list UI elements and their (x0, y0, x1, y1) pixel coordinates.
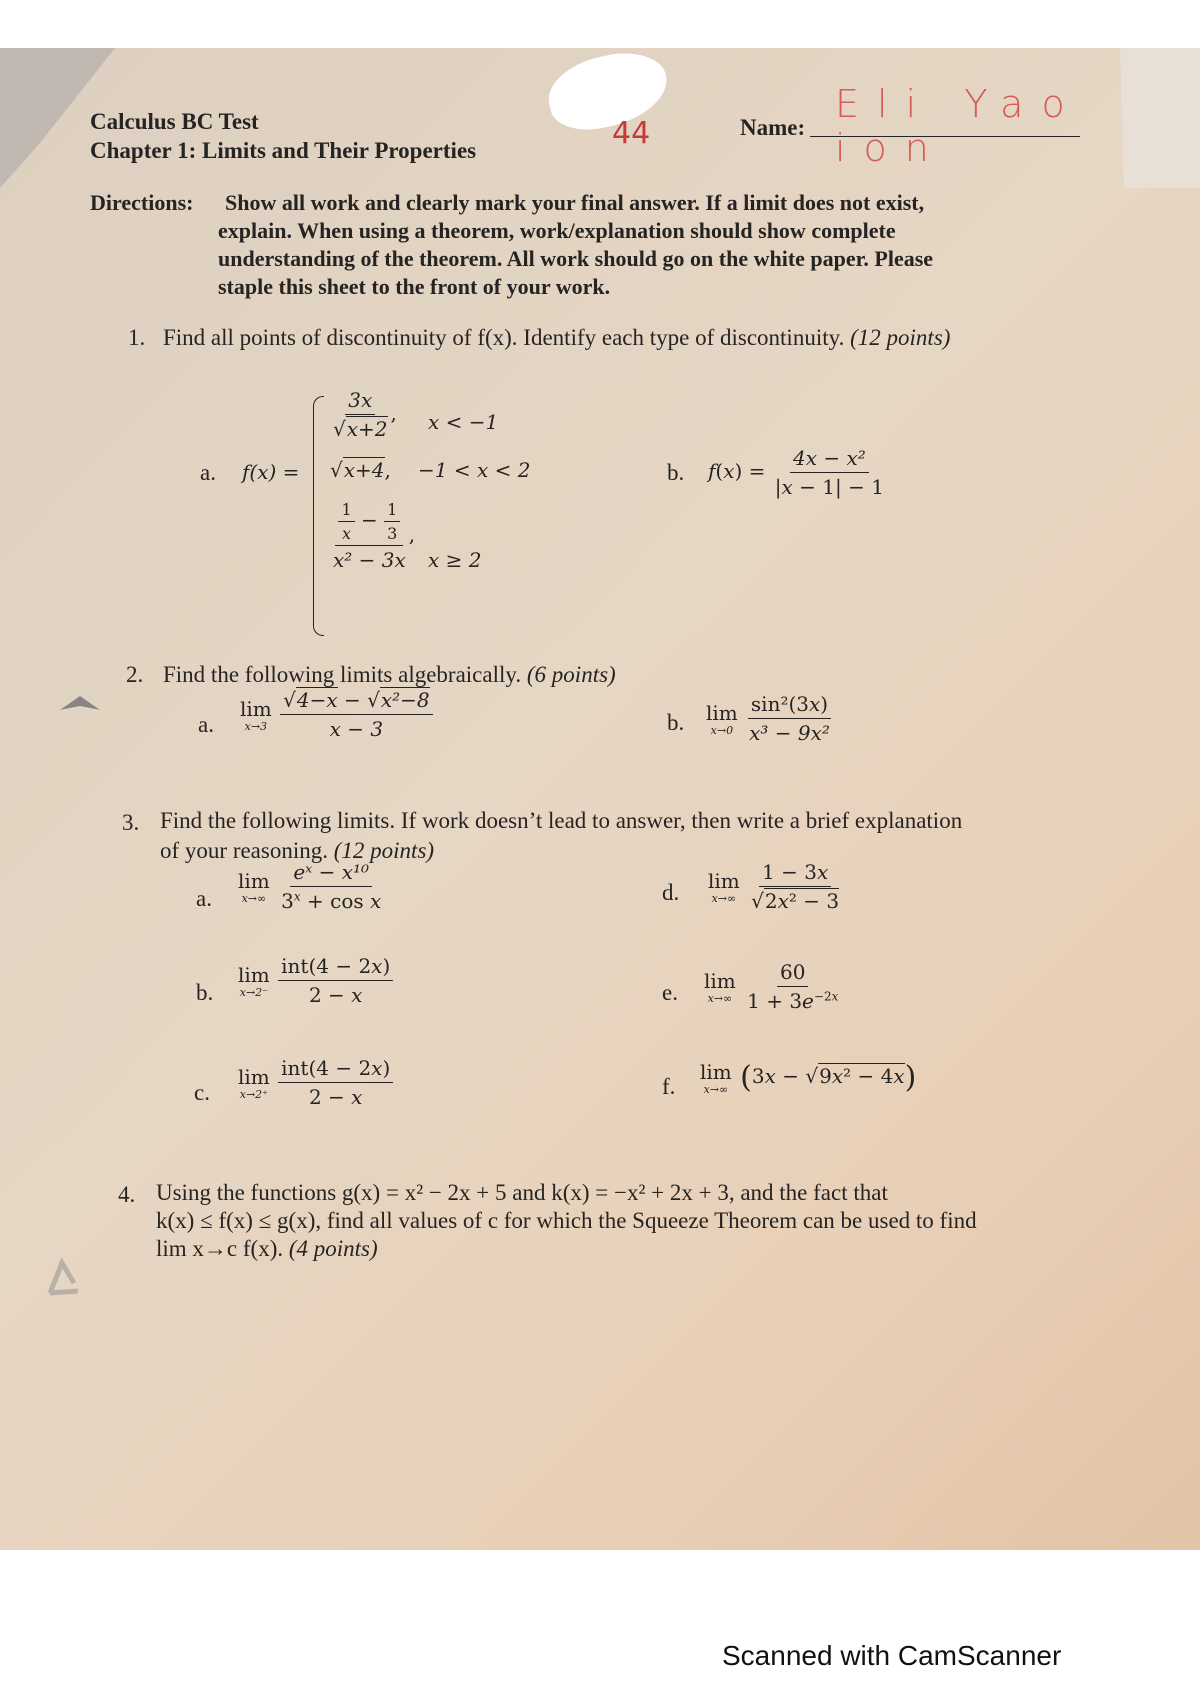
q1b-function: f(x) = $\frac{\text{4x − x²}}{|x - 1| - 1}$ (708, 446, 884, 499)
q1a-brace (313, 396, 324, 636)
q1a-cond-1: x < −1 (428, 410, 499, 434)
q3c-label: c. (194, 1080, 210, 1105)
q1a-cond-2: −1 < x < 2 (418, 458, 531, 482)
q4-line-1: Using the functions g(x) = x² − 2x + 5 and k(x) = −x² + 2x + 3, and the fact that (156, 1180, 888, 1205)
q1a-func-name: f(x) = (242, 460, 300, 484)
student-name: Eli Yao ion (835, 82, 1083, 170)
directions-line-4: staple this sheet to the front of your work. (218, 274, 611, 299)
directions-line-1: Show all work and clearly mark your final answer. If a limit does not exist, (225, 190, 925, 215)
q3e-expression: lim x→∞ $\frac{60}{1 + 3e^{-2x}}$ (704, 960, 839, 1013)
hole-punch-mark-2 (40, 1253, 90, 1303)
q4-line-3: lim x→c f(x). (4 points) (156, 1236, 378, 1261)
q3f-label: f. (662, 1074, 676, 1099)
q1a-label: a. (200, 460, 216, 485)
score-mark: 44 (612, 116, 651, 151)
camscanner-watermark: Scanned with CamScanner (722, 1640, 1062, 1671)
q2b-label: b. (667, 710, 685, 735)
q1a-piece-3: $\frac{1}{x}$ − $\frac{1}{3}$ x² − 3x , (333, 500, 416, 572)
q2-text: Find the following limits algebraically. (6 points) (163, 662, 616, 687)
hole-punch-mark-1 (52, 688, 112, 728)
directions-label: Directions: (90, 190, 194, 215)
q1-number: 1. (128, 325, 146, 350)
q4-number: 4. (118, 1182, 136, 1207)
chapter-title: Chapter 1: Limits and Their Properties (90, 138, 477, 163)
q3a-label: a. (196, 886, 212, 911)
q1a-piece-2: √x+4, (330, 458, 391, 482)
q2a-expression: lim x→3 $\frac{\text{√4−x − √x²−8}}{x - 3}$ (240, 688, 433, 741)
q1b-label: b. (667, 460, 685, 485)
q3a-expression: lim x→∞ $\frac{\text{eˣ − x¹⁰}}{3^x + \cos x}$ (238, 860, 382, 913)
q3f-expression: lim x→∞ (3x − √9x² − 4x) (700, 1060, 917, 1096)
directions-line-3: understanding of the theorem. All work should go on the white paper. Please (218, 246, 934, 271)
q3d-expression: lim x→∞ $\frac{1 - 3x}{\text{√2x² − 3}}$ (708, 860, 840, 913)
directions-line-2: explain. When using a theorem, work/explanation should show complete (218, 218, 896, 243)
q3-number: 3. (122, 810, 140, 835)
q3d-label: d. (662, 880, 680, 905)
q2-number: 2. (126, 662, 144, 687)
q3b-expression: lim x→2⁻ $\frac{\text{int(4 − 2x)}}{2 - x}$ (238, 954, 393, 1007)
q4-line-2: k(x) ≤ f(x) ≤ g(x), find all values of c for which the Squeeze Theorem can be used to find (156, 1208, 977, 1233)
q3b-label: b. (196, 980, 214, 1005)
q1a-cond-3: x ≥ 2 (428, 548, 482, 572)
q1a-piece-1: $\frac{3x}{√x+2}$ , (333, 388, 397, 441)
q1-text: Find all points of discontinuity of f(x). Identify each type of discontinuity. (12 points) (163, 325, 951, 350)
test-sheet (0, 48, 1200, 1550)
q2b-expression: lim x→0 $\frac{\text{sin²(3x)}}{\text{x³ − 9x²}}$ (706, 692, 830, 745)
q3e-label: e. (662, 980, 678, 1005)
name-label: Name: (740, 115, 806, 140)
q2a-label: a. (198, 712, 214, 737)
q3-text-2: of your reasoning. (12 points) (160, 838, 435, 863)
course-title: Calculus BC Test (90, 109, 259, 134)
q3c-expression: lim x→2⁺ $\frac{\text{int(4 − 2x)}}{2 - x}$ (238, 1056, 393, 1109)
q3-text-1: Find the following limits. If work doesn’t lead to answer, then write a brief explanation (160, 808, 963, 833)
